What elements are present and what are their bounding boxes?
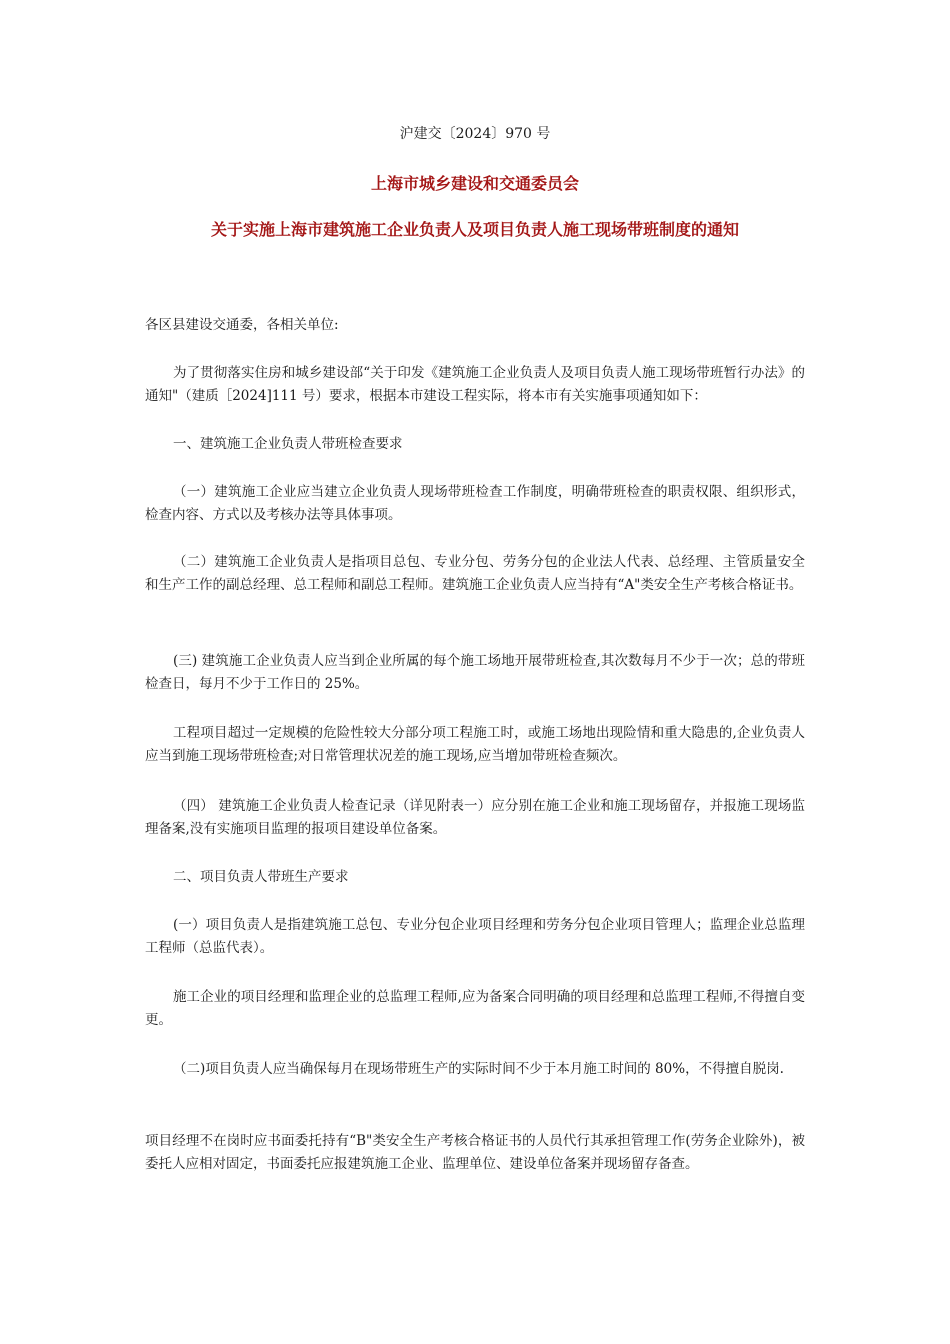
paragraph-1-4: （四） 建筑施工企业负责人检查记录（详见附表一）应分别在施工企业和施工现场留存，并报施工现场监理备案,没有实施项目监理的报项目建设单位备案。 — [145, 798, 805, 837]
paragraph-2-1: (一）项目负责人是指建筑施工总包、专业分包企业项目经理和劳务分包企业项目管理人；监理企业总监理工程师（总监代表）。 — [145, 917, 805, 956]
issuer-title: 上海市城乡建设和交通委员会 — [370, 174, 579, 193]
notice-title: 关于实施上海市建筑施工企业负责人及项目负责人施工现场带班制度的通知 — [210, 220, 739, 239]
paragraph-2-2-cont: 项目经理不在岗时应书面委托持有“B"类安全生产考核合格证书的人员代行其承担管理工作(劳务企业除外)，被委托人应相对固定，书面委托应报建筑施工企业、监理单位、建设单位备案并现场留存备查。 — [145, 1133, 805, 1172]
salutation: 各区县建设交通委，各相关单位: — [145, 317, 339, 333]
document-number: 沪建交〔2024〕970 号 — [399, 126, 551, 142]
paragraph-1-1: （一）建筑施工企业应当建立企业负责人现场带班检查工作制度，明确带班检查的职责权限、组织形式，检查内容、方式以及考核办法等具体事项。 — [145, 484, 805, 523]
paragraph-intro: 为了贯彻落实住房和城乡建设部“关于印发《建筑施工企业负责人及项目负责人施工现场带班暂行办法》的通知"（建质［2024]111 号）要求，根据本市建设工程实际，将本市有关实施事项通知如下： — [145, 365, 805, 404]
section-heading-2: 二、项目负责人带班生产要求 — [173, 869, 349, 885]
paragraph-2-2: （二)项目负责人应当确保每月在现场带班生产的实际时间不少于本月施工时间的 80%，不得擅自脱岗. — [173, 1061, 784, 1077]
paragraph-1-2: （二）建筑施工企业负责人是指项目总包、专业分包、劳务分包的企业法人代表、总经理、主管质量安全和生产工作的副总经理、总工程师和副总工程师。建筑施工企业负责人应当持有“A"类安全生产考核合格证书。 — [145, 554, 805, 593]
paragraph-2-1-cont: 施工企业的项目经理和监理企业的总监理工程师,应为备案合同明确的项目经理和总监理工程师,不得擅自变更。 — [145, 989, 805, 1028]
paragraph-1-3-cont: 工程项目超过一定规模的危险性较大分部分项工程施工时，或施工场地出现险情和重大隐患的,企业负责人应当到施工现场带班检查;对日常管理状况差的施工现场,应当增加带班检查频次。 — [145, 725, 805, 764]
section-heading-1: 一、建筑施工企业负责人带班检查要求 — [173, 436, 403, 452]
paragraph-1-3: (三) 建筑施工企业负责人应当到企业所属的每个施工场地开展带班检查,其次数每月不少于一次；总的带班检查日，每月不少于工作日的 25%。 — [145, 653, 805, 692]
